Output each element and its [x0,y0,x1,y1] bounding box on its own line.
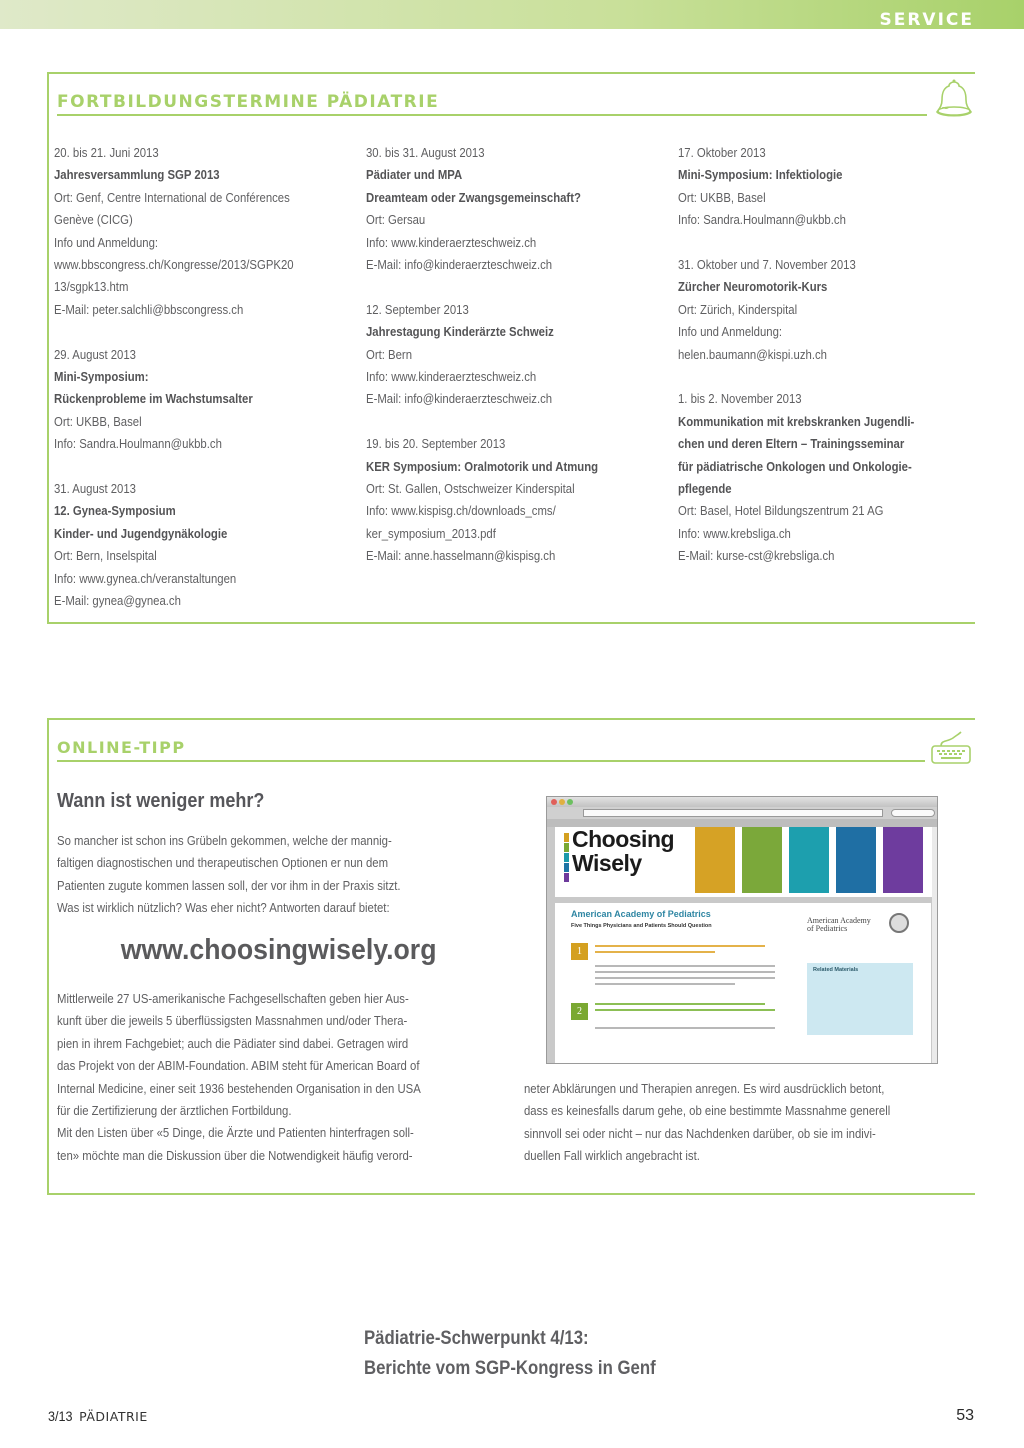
event-detail: ker_symposium_2013.pdf [366,525,496,541]
site-page-title: American Academy of Pediatrics [571,909,711,919]
event-detail: Ort: Genf, Centre International de Conférences [54,189,290,205]
event-detail: Ort: Basel, Hotel Bildungszentrum 21 AG [678,503,884,519]
event-date: 12. September 2013 [366,301,469,317]
event-detail: Ort: Zürich, Kinderspital [678,301,798,317]
minimize-dot-icon [559,799,565,805]
event-detail: 13/sgpk13.htm [54,279,129,295]
event-entry [366,142,666,276]
aap-seal-icon [889,913,909,933]
section-label: SERVICE [879,10,974,30]
bell-icon [933,78,975,122]
event-detail: Info: www.krebsliga.ch [678,525,791,541]
event-detail: helen.baumann@kispi.uzh.ch [678,346,827,362]
event-title: Mini-Symposium: [54,369,149,385]
logo-block [564,873,569,882]
site-nav-tab [789,827,829,893]
announcement-line: Berichte vom SGP-Kongress in Genf [364,1357,656,1379]
event-detail: Info: www.kispisg.ch/downloads_cms/ [366,503,556,519]
text-placeholder [595,965,775,967]
magazine-name: PÄDIATRIE [79,1409,148,1424]
body-line: Mit den Listen über «5 Dinge, die Ärzte und Patienten hinterfragen soll- [57,1125,414,1141]
event-column-1 [54,142,354,635]
event-entry [678,388,978,567]
text-placeholder [595,977,775,979]
list-number-badge: 1 [571,943,588,960]
fortbildung-title: FORTBILDUNGSTERMINE PÄDIATRIE [57,92,440,112]
event-detail: www.bbscongress.ch/Kongresse/2013/SGPK20 [54,257,294,273]
browser-titlebar [547,797,937,807]
body-line: sinnvoll sei oder nicht – nur das Nachdenken darüber, ob sie im indivi- [524,1125,876,1141]
intro-line: Patienten zugute kommen lassen soll, der vor ihm in der Praxis sitzt. [57,877,401,893]
event-detail: E-Mail: kurse-cst@krebsliga.ch [678,548,835,564]
body-line: dass es keinesfalls darum gehe, ob eine bestimmte Massnahme generell [524,1103,891,1119]
event-detail: Ort: Bern, Inselspital [54,548,157,564]
event-detail: Ort: St. Gallen, Ostschweizer Kinderspital [366,481,575,497]
next-issue-announcement [364,1323,703,1383]
body-line: pien in ihrem Fachgebiet; auch die Pädiater sind dabei. Getragen wird [57,1035,409,1051]
aap-logo-text: American Academy of Pediatrics [807,916,871,933]
fortbildungstermine-box [47,72,975,624]
intro-line: So mancher ist schon ins Grübeln gekommen, welche der mannig- [57,833,392,848]
site-header [555,827,935,897]
online-tipp-box [47,718,975,1195]
body-line: Mittlerweile 27 US-amerikanische Fachgesellschaften geben hier Aus- [57,991,409,1006]
event-title: chen und deren Eltern – Trainingsseminar [678,436,905,452]
event-detail: Info und Anmeldung: [678,324,783,340]
event-detail: Ort: UKBB, Basel [54,413,142,429]
text-placeholder [595,945,765,947]
title-divider [57,760,925,762]
event-date: 19. bis 20. September 2013 [366,436,506,452]
body-paragraph-right [524,1078,950,1168]
announcement-line: Pädiatrie-Schwerpunkt 4/13: [364,1327,589,1349]
event-entry [678,254,978,366]
body-paragraph-left [57,988,480,1167]
event-entry [54,478,354,612]
featured-url[interactable]: www.choosingwisely.org [121,934,437,966]
event-detail: Info: www.gynea.ch/veranstaltungen [54,570,237,586]
event-detail: Info und Anmeldung: [54,234,159,250]
event-detail: Genève (CICG) [54,212,133,228]
body-line: neter Abklärungen und Therapien anregen. Es wird ausdrücklich betont, [524,1081,885,1096]
event-detail: Ort: Gersau [366,212,426,228]
browser-address-bar [583,809,883,817]
event-detail: Info: www.kinderaerzteschweiz.ch [366,369,537,385]
issue-number: 3/13 [48,1408,73,1424]
event-detail: Info: Sandra.Houlmann@ukbb.ch [678,212,846,228]
body-line: für die Zertifizierung der ärztlichen Fortbildung. [57,1103,292,1119]
text-placeholder [595,1027,775,1029]
intro-line: faltigen diagnostischen und therapeutischen Optionen er nun dem [57,855,389,871]
event-date: 20. bis 21. Juni 2013 [54,145,159,160]
event-detail: Ort: UKBB, Basel [678,189,766,205]
text-placeholder [595,971,775,973]
site-nav-tab [836,827,876,893]
logo-block [564,843,569,852]
event-detail: E-Mail: gynea@gynea.ch [54,593,181,609]
text-placeholder [595,951,715,953]
event-title: Pädiater und MPA [366,167,463,183]
event-title: Kommunikation mit krebskranken Jugendli- [678,413,915,429]
body-line: duellen Fall wirklich angebracht ist. [524,1148,700,1164]
event-title: Rückenprobleme im Wachstumsalter [54,391,253,407]
intro-paragraph [57,830,456,920]
event-entry [366,299,666,411]
site-logo: Choosing Wisely [572,826,675,876]
event-entry [54,344,354,456]
event-detail: Ort: Bern [366,346,413,362]
logo-block [564,853,569,862]
body-line: ten» möchte man die Diskussion über die Notwendigkeit häufig verord- [57,1147,413,1163]
body-line: kunft über die jeweils 5 überflüssigsten Massnahmen und/oder Thera- [57,1013,408,1029]
event-title: KER Symposium: Oralmotorik und Atmung [366,458,599,474]
text-placeholder [595,1003,765,1005]
body-line: Internal Medicine, einer seit 1936 bestehenden Organisation in den USA [57,1080,421,1096]
event-detail: E-Mail: anne.hasselmann@kispisg.ch [366,548,556,564]
event-title: Dreamteam oder Zwangsgemeinschaft? [366,189,581,205]
event-entry [366,433,666,567]
event-column-3 [678,142,978,590]
event-detail: E-Mail: info@kinderaerzteschweiz.ch [366,257,553,273]
event-date: 31. Oktober und 7. November 2013 [678,257,856,273]
event-detail: E-Mail: info@kinderaerzteschweiz.ch [366,391,553,407]
website-screenshot [546,796,938,1064]
event-detail: Info: Sandra.Houlmann@ukbb.ch [54,436,222,452]
event-title: Jahresversammlung SGP 2013 [54,167,220,183]
site-content [555,903,931,1064]
event-date: 31. August 2013 [54,481,136,497]
event-detail: E-Mail: peter.salchli@bbscongress.ch [54,301,244,317]
event-title: für pädiatrische Onkologen und Onkologie- [678,458,912,474]
intro-line: Was ist wirklich nützlich? Was eher nicht? Antworten darauf bietet: [57,900,390,916]
event-title: 12. Gynea-Symposium [54,503,176,519]
event-column-2 [366,142,666,590]
event-entry [54,142,354,321]
browser-search-field [891,809,935,817]
text-placeholder [595,983,735,985]
event-date: 30. bis 31. August 2013 [366,145,485,160]
event-date: 1. bis 2. November 2013 [678,391,802,407]
event-date: 29. August 2013 [54,346,136,362]
maximize-dot-icon [567,799,573,805]
section-header-band [0,0,1024,29]
site-nav-tab [883,827,923,893]
event-title: Kinder- und Jugendgynäkologie [54,525,228,541]
event-title: Jahrestagung Kinderärzte Schweiz [366,324,554,340]
logo-block [564,833,569,842]
article-heading: Wann ist weniger mehr? [57,790,265,812]
event-title: Mini-Symposium: Infektiologie [678,167,843,183]
site-nav-tab [695,827,735,893]
event-title: pflegende [678,481,732,497]
title-divider [57,114,927,116]
logo-block [564,863,569,872]
close-dot-icon [551,799,557,805]
text-placeholder [595,1009,775,1011]
event-title: Zürcher Neuromotorik-Kurs [678,279,828,295]
keyboard-icon [927,726,975,766]
browser-scrollbar [932,827,937,1064]
event-detail: Info: www.kinderaerzteschweiz.ch [366,234,537,250]
site-page-subtitle: Five Things Physicians and Patients Should Question [571,923,712,929]
site-nav-tab [742,827,782,893]
body-line: das Projekt von der ABIM-Foundation. ABIM steht für American Board of [57,1058,420,1074]
event-entry [678,142,978,232]
online-tipp-title: ONLINE-TIPP [57,738,186,757]
related-materials-panel: Related Materials [807,963,913,1035]
list-number-badge: 2 [571,1003,588,1020]
footer-issue [48,1408,148,1424]
page-number: 53 [956,1407,974,1424]
event-date: 17. Oktober 2013 [678,145,766,160]
